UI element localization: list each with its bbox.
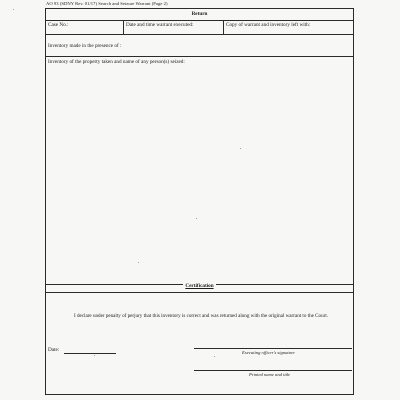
inventory-presence-label: Inventory made in the presence of : — [48, 43, 122, 49]
date-label: Date: — [48, 347, 60, 353]
form-id: AO 93 (SDNY Rev. 01/17) Search and Seizure Warrant (Page 2) — [46, 1, 168, 6]
signature-line — [194, 348, 352, 349]
scan-speck — [138, 262, 139, 263]
divider — [46, 34, 353, 35]
case-no-label: Case No.: — [48, 22, 69, 28]
date-line — [64, 353, 116, 354]
divider — [46, 292, 353, 293]
divider — [223, 20, 224, 34]
printed-name-line — [194, 370, 352, 371]
date-time-executed-label: Date and time warrant executed: — [126, 22, 194, 28]
scan-speck — [196, 218, 197, 219]
printed-name-caption: Printed name and title — [249, 372, 291, 377]
scan-speck — [94, 355, 95, 356]
scan-speck — [214, 356, 215, 357]
certification-title: Certification — [185, 283, 214, 289]
scan-speck — [13, 9, 14, 10]
divider — [46, 56, 353, 57]
certification-statement: I declare under penalty of perjury that this inventory is correct and was returned along with the original warrant to the Court. — [74, 313, 329, 319]
divider — [46, 20, 353, 21]
return-title: Return — [191, 11, 208, 17]
warrant-form — [45, 8, 354, 395]
signature-caption: Executing officer's signature — [242, 350, 295, 355]
copy-left-with-label: Copy of warrant and inventory left with: — [226, 22, 311, 28]
scan-speck — [240, 148, 241, 149]
inventory-property-label: Inventory of the property taken and name of any person(s) seized: — [48, 59, 185, 65]
divider — [123, 20, 124, 34]
